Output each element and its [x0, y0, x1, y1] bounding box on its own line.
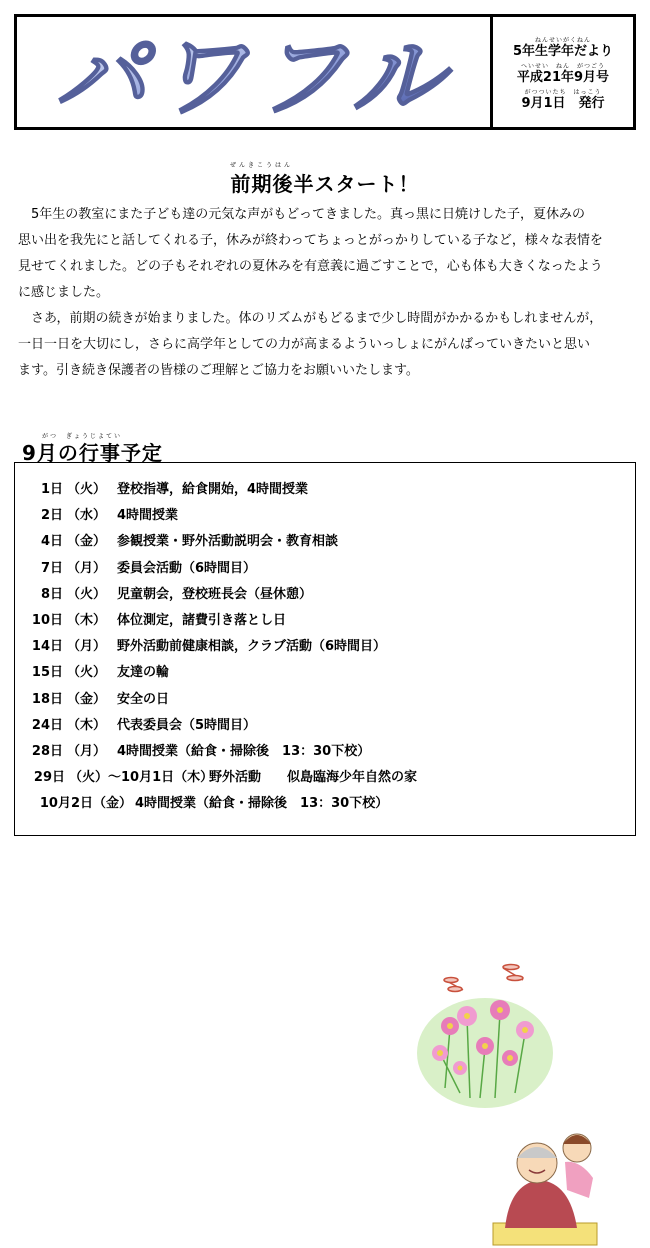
intro-line: 5年生の教室にまた子ども達の元気な声がもどってきました。真っ黒に日焼けした子，夏休みの [18, 207, 586, 222]
event-date: 29日 [33, 770, 65, 786]
headline: 前期後半スタート！ [230, 172, 420, 196]
issue-date: 9月1日 発行 [521, 96, 605, 111]
event-weekday: （金） [67, 534, 107, 550]
event-date: 10日 [31, 613, 63, 628]
event-description: 4時間授業 [117, 508, 179, 524]
event-date: 14日 [31, 639, 63, 655]
event-description: 参観授業・野外活動説明会・教育相談 [117, 534, 339, 550]
event-description: 委員会活動（6時間目） [117, 560, 257, 576]
event-date: 18日 [31, 691, 63, 707]
event-description: 登校指導，給食開始，4時間授業 [117, 482, 309, 497]
event-weekday: （水） [67, 508, 107, 524]
info-ruby: ねんせいがくねん [534, 37, 591, 44]
newsletter-name: 5年生学年だより [512, 44, 614, 59]
event-weekday: （火） [67, 665, 107, 681]
intro-paragraph [18, 200, 638, 382]
child-hair [563, 1135, 591, 1144]
intro-line: 思い出を我先にと話してくれる子，休みが終わってちょっとがっかりしている子など，様々な表情を [18, 233, 603, 248]
event-date: 1日 [40, 482, 63, 497]
issue-number: 平成21年9月号 [516, 70, 610, 85]
schedule-heading-ruby: がつ ぎょうじよてい [42, 433, 123, 440]
event-weekday: （金） [93, 796, 133, 812]
intro-line: 見せてくれました。どの子もそれぞれの夏休みを有意義に過ごすことで，心も体も大きくなったよう [18, 259, 603, 274]
event-weekday: （火）～10月1日（木） [69, 770, 214, 786]
newsletter-title [17, 17, 489, 127]
event-weekday: （木） [67, 717, 107, 733]
intro-line: さあ，前期の続きが始まりました。体のリズムがもどるまで少し時間がかかるかもしれませんが， [18, 311, 603, 326]
cosmos-flowers-illustration [415, 958, 555, 1108]
event-weekday: （月） [67, 744, 107, 759]
event-description: 友達の輪 [117, 665, 170, 681]
event-date: 7日 [40, 560, 63, 576]
event-weekday: （月） [67, 639, 107, 655]
event-date: 24日 [31, 717, 63, 733]
info-ruby: へいせい ねん がつごう [520, 63, 605, 70]
event-weekday: （木） [67, 613, 107, 628]
svg-text:パワフル: パワフル [54, 24, 452, 127]
event-date: 2日 [40, 508, 63, 524]
event-date: 15日 [31, 665, 63, 681]
event-date: 4日 [40, 534, 63, 550]
headline-ruby: ぜんきこうはん [230, 162, 294, 169]
event-weekday: （火） [67, 482, 107, 497]
event-description: 児童朝会，登校班長会（昼休憩） [117, 586, 313, 602]
issue-info [493, 17, 633, 127]
event-weekday: （月） [67, 560, 107, 576]
schedule-heading: 9月の行事予定 [22, 441, 163, 465]
event-description: 4時間授業（給食・掃除後 13：30下校） [135, 796, 389, 812]
event-description: 安全の日 [117, 691, 170, 707]
event-weekday: （火） [67, 586, 107, 602]
schedule-box [14, 462, 636, 836]
event-description: 代表委員会（5時間目） [117, 717, 257, 733]
dragonfly-icon [444, 978, 463, 992]
title-box [17, 17, 489, 127]
intro-line: 一日一日を大切にし，さらに高学年としての力が高まるよういっしょにがんばっていきたいと思い [18, 337, 591, 352]
dragonfly-icon [503, 965, 523, 981]
info-ruby: がつついたち はっこう [524, 89, 602, 96]
event-description: 体位測定，諸費引き落とし日 [117, 613, 287, 628]
grandmother-body [505, 1180, 577, 1228]
intro-line: に感じました。 [18, 285, 110, 300]
event-date: 10月2日 [39, 796, 93, 812]
event-date: 28日 [31, 744, 63, 759]
child-body [565, 1162, 593, 1198]
event-description: 野外活動前健康相談，クラブ活動（6時間目） [117, 639, 387, 655]
event-description: 野外活動 似島臨海少年自然の家 [209, 770, 418, 786]
intro-line: ます。引き続き保護者の皆様のご理解とご協力をお願いいたします。 [18, 363, 419, 378]
event-weekday: （金） [67, 691, 107, 707]
newsletter-header [14, 14, 636, 130]
grandmother-and-child-illustration [485, 1118, 605, 1248]
event-description: 4時間授業（給食・掃除後 13：30下校） [117, 744, 371, 759]
event-date: 8日 [40, 586, 63, 602]
